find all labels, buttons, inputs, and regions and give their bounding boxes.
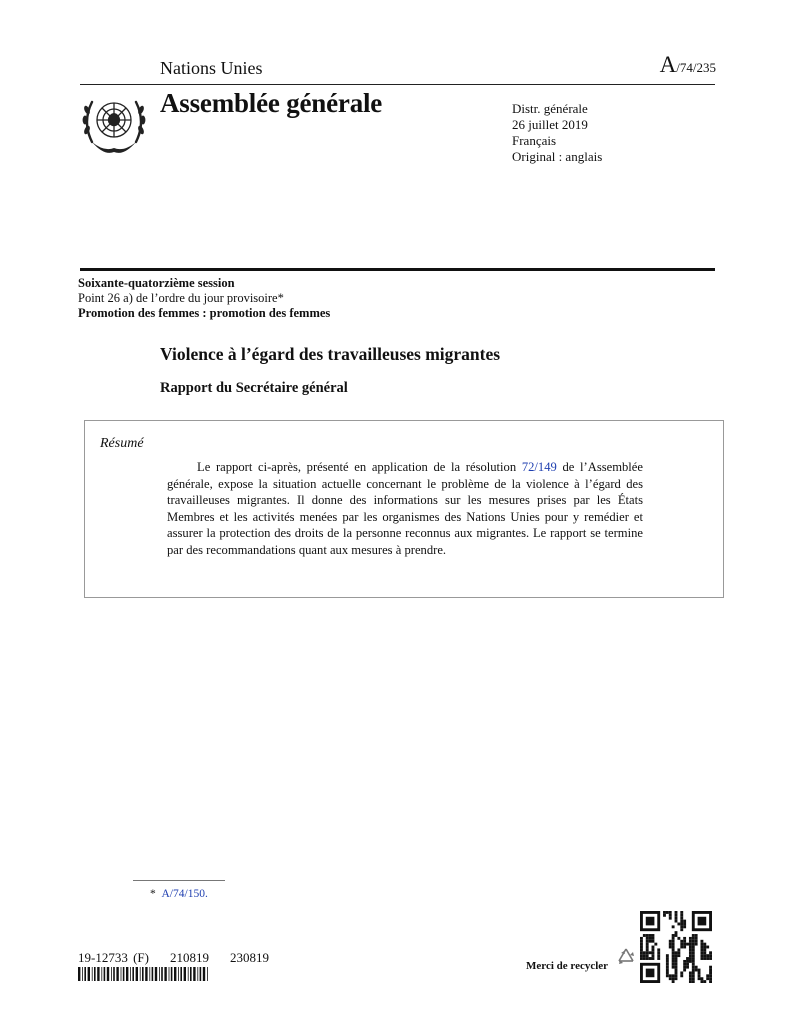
session-block bbox=[78, 276, 330, 321]
agenda-item: Point 26 a) de l’ordre du jour provisoire* bbox=[78, 291, 284, 305]
footnote-link[interactable]: A/74/150. bbox=[161, 888, 208, 900]
organization-name: Nations Unies bbox=[160, 58, 263, 78]
symbol-number: /74/235 bbox=[676, 60, 716, 75]
recycle-icon bbox=[614, 946, 638, 972]
footnote-rule bbox=[133, 880, 225, 881]
original-language: Original : anglais bbox=[512, 149, 603, 164]
un-emblem-icon bbox=[78, 90, 150, 158]
body-title: Assemblée générale bbox=[160, 88, 383, 118]
issue-date: 26 juillet 2019 bbox=[512, 117, 588, 132]
document-title: Violence à l’égard des travailleuses migrantes bbox=[160, 344, 501, 364]
symbol-letter: A bbox=[659, 52, 677, 77]
barcode-icon bbox=[78, 967, 210, 981]
session-name: Soixante-quatorzième session bbox=[78, 276, 235, 290]
document-symbol bbox=[660, 52, 716, 78]
document-number: 19-12733 (F) 210819 230819 bbox=[78, 950, 269, 965]
summary-text bbox=[167, 459, 643, 559]
footnote bbox=[150, 888, 208, 900]
session-rule bbox=[80, 268, 715, 271]
qr-code-icon bbox=[640, 911, 712, 983]
agenda-topic: Promotion des femmes : promotion des femmes bbox=[78, 306, 331, 320]
header-rule bbox=[80, 84, 715, 85]
document-subtitle: Rapport du Secrétaire général bbox=[160, 380, 348, 396]
recycle-text: Merci de recycler bbox=[526, 960, 609, 972]
summary-text-start: Le rapport ci-après, présenté en application de la résolution bbox=[197, 460, 522, 474]
language: Français bbox=[512, 133, 557, 148]
distribution-block bbox=[512, 101, 602, 165]
summary-text-rest: de l’Assemblée générale, expose la situation actuelle concernant le problème de la violence à l’égard des travailleuses migrantes. Il donne des informations sur les mesures prises par les États Membres et les activités menées par les organismes des Nations Unies pour y remédier et assurer la protection des droits de la personne reconnus aux migrantes. Le rapport se termine par des recommandations quant aux mesures à prendre. bbox=[167, 460, 643, 557]
resolution-link[interactable]: 72/149 bbox=[521, 460, 557, 474]
summary-heading: Résumé bbox=[100, 436, 144, 451]
footnote-marker: * bbox=[150, 888, 156, 900]
distribution-type: Distr. générale bbox=[512, 101, 588, 116]
